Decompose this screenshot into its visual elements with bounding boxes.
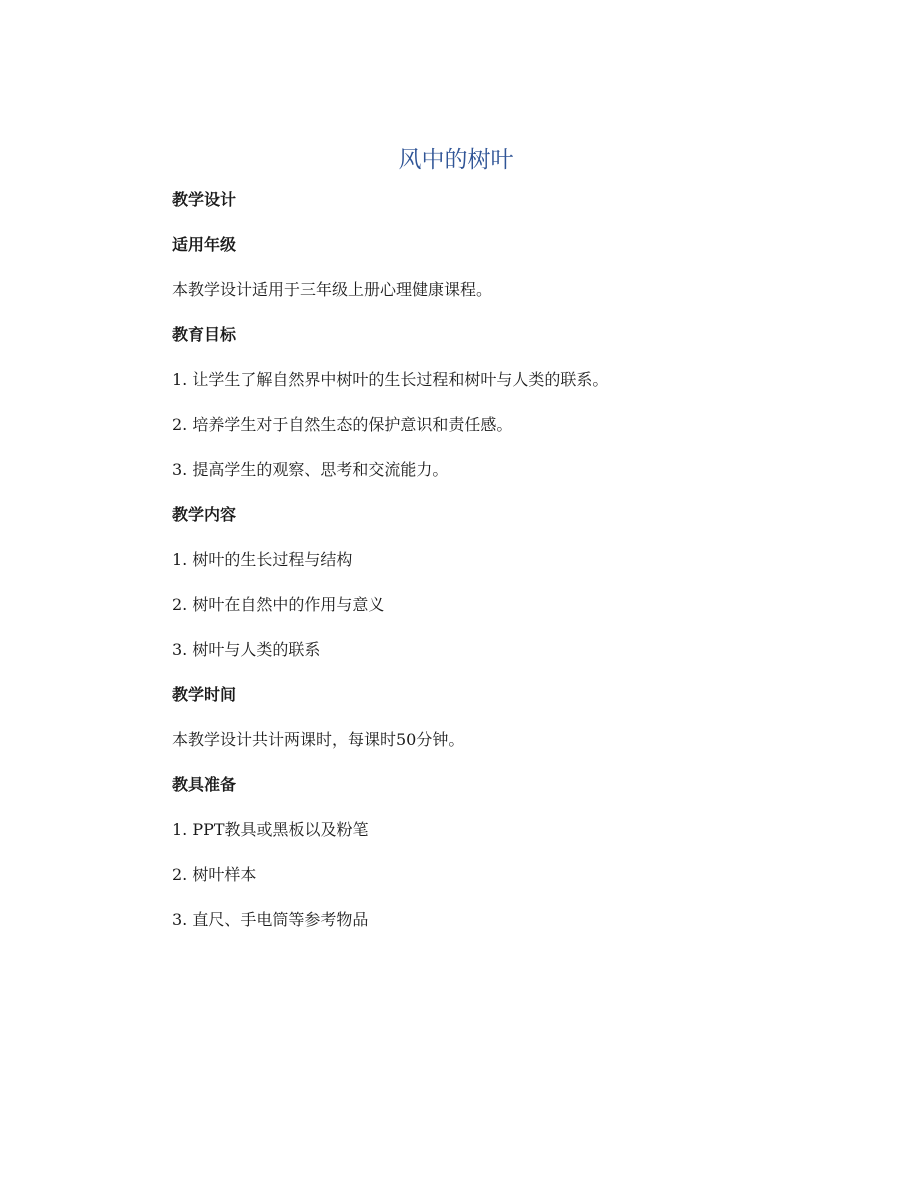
content-item-3: 3. 树叶与人类的联系 xyxy=(172,640,321,659)
goal-item-2: 2. 培养学生对于自然生态的保护意识和责任感。 xyxy=(172,415,513,434)
document-title: 风中的树叶 xyxy=(398,147,514,173)
content-item-1: 1. 树叶的生长过程与结构 xyxy=(172,550,353,569)
time-paragraph: 本教学设计共计两课时，每课时50分钟。 xyxy=(172,730,465,749)
goal-item-1: 1. 让学生了解自然界中树叶的生长过程和树叶与人类的联系。 xyxy=(172,370,609,389)
section-heading-materials: 教具准备 xyxy=(172,775,237,794)
section-heading-goals: 教育目标 xyxy=(172,325,237,344)
material-item-1: 1. PPT教具或黑板以及粉笔 xyxy=(172,820,369,839)
grade-paragraph: 本教学设计适用于三年级上册心理健康课程。 xyxy=(172,280,493,299)
section-heading-grade: 适用年级 xyxy=(172,235,237,254)
material-item-2: 2. 树叶样本 xyxy=(172,865,257,884)
section-heading-design: 教学设计 xyxy=(172,190,237,209)
material-item-3: 3. 直尺、手电筒等参考物品 xyxy=(172,910,369,929)
section-heading-content: 教学内容 xyxy=(172,505,237,524)
document-page xyxy=(172,140,748,953)
content-item-2: 2. 树叶在自然中的作用与意义 xyxy=(172,595,385,614)
title-spacer xyxy=(172,180,748,188)
goal-item-3: 3. 提高学生的观察、思考和交流能力。 xyxy=(172,460,449,479)
section-heading-time: 教学时间 xyxy=(172,685,237,704)
